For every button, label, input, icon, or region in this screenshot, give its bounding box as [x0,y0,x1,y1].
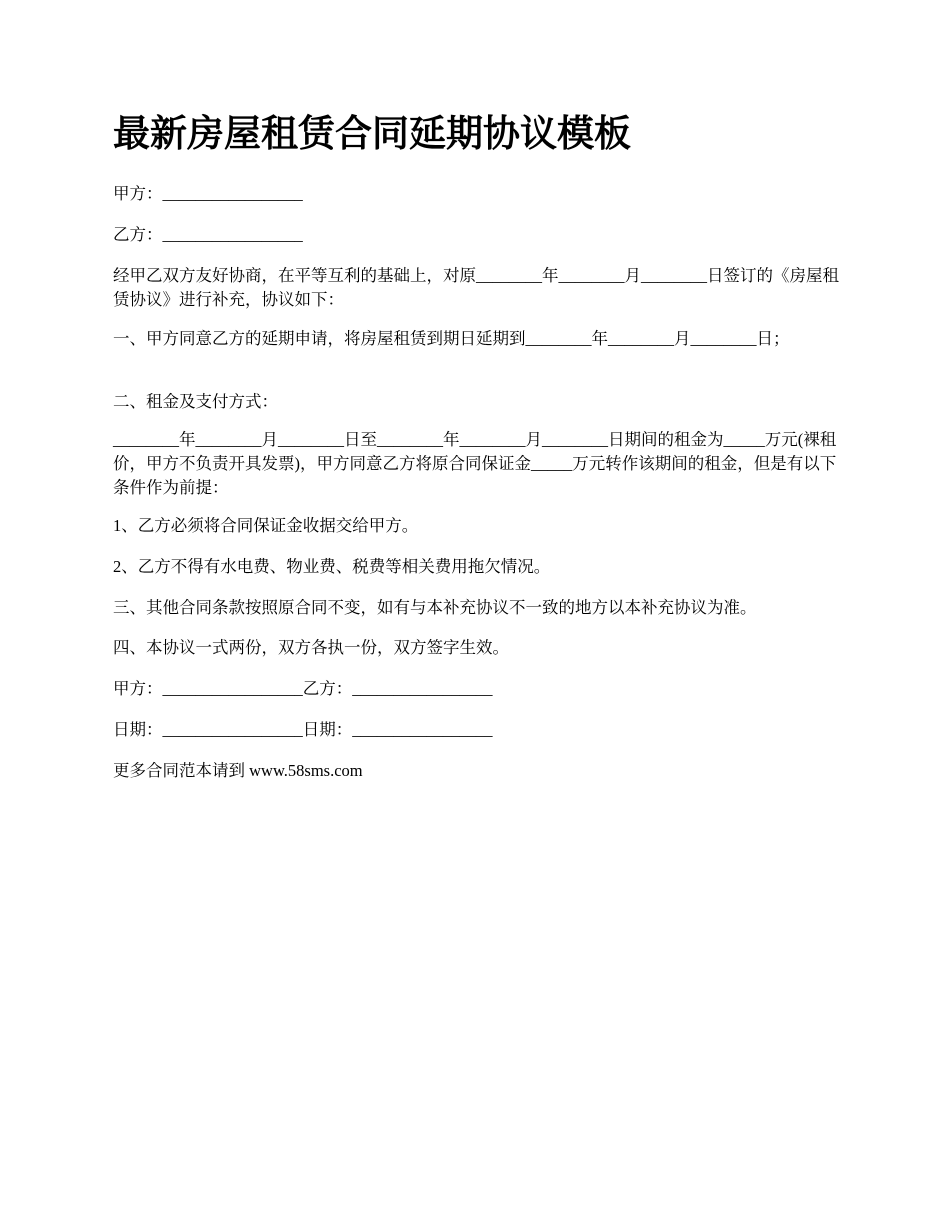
date-line: 日期：_________________日期：_________________ [113,720,493,739]
condition-one: 1、乙方必须将合同保证金收据交给甲方。 [113,516,419,535]
signature-line: 甲方：_________________乙方：_________________ [113,679,493,698]
party-b-line: 乙方：_________________ [113,225,303,244]
intro-paragraph: 经甲乙双方友好协商，在平等互利的基础上，对原________年________月________日签订的《房屋租赁协议》进行补充，协议如下： [113,266,839,309]
clause-three: 三、其他合同条款按照原合同不变，如有与本补充协议不一致的地方以本补充协议为准。 [113,598,757,617]
clause-one: 一、甲方同意乙方的延期申请，将房屋租赁到期日延期到________年________月________日； [113,329,790,348]
condition-two: 2、乙方不得有水电费、物业费、税费等相关费用拖欠情况。 [113,557,551,576]
rent-paragraph: ________年________月________日至________年________月________日期间的租金为_____万元(裸租价，甲方不负责开具发票)，甲方同意乙方将原合同保证金_____万元转作该期间的租金，但是有以下条件作为前提： [113,430,837,497]
more-templates-note: 更多合同范本请到 www.58sms.com [113,761,363,780]
document-title: 最新房屋租赁合同延期协议模板 [113,114,631,155]
party-a-line: 甲方：_________________ [113,184,303,203]
clause-two-heading: 二、租金及支付方式： [113,392,278,411]
clause-four: 四、本协议一式两份，双方各执一份，双方签字生效。 [113,638,509,657]
